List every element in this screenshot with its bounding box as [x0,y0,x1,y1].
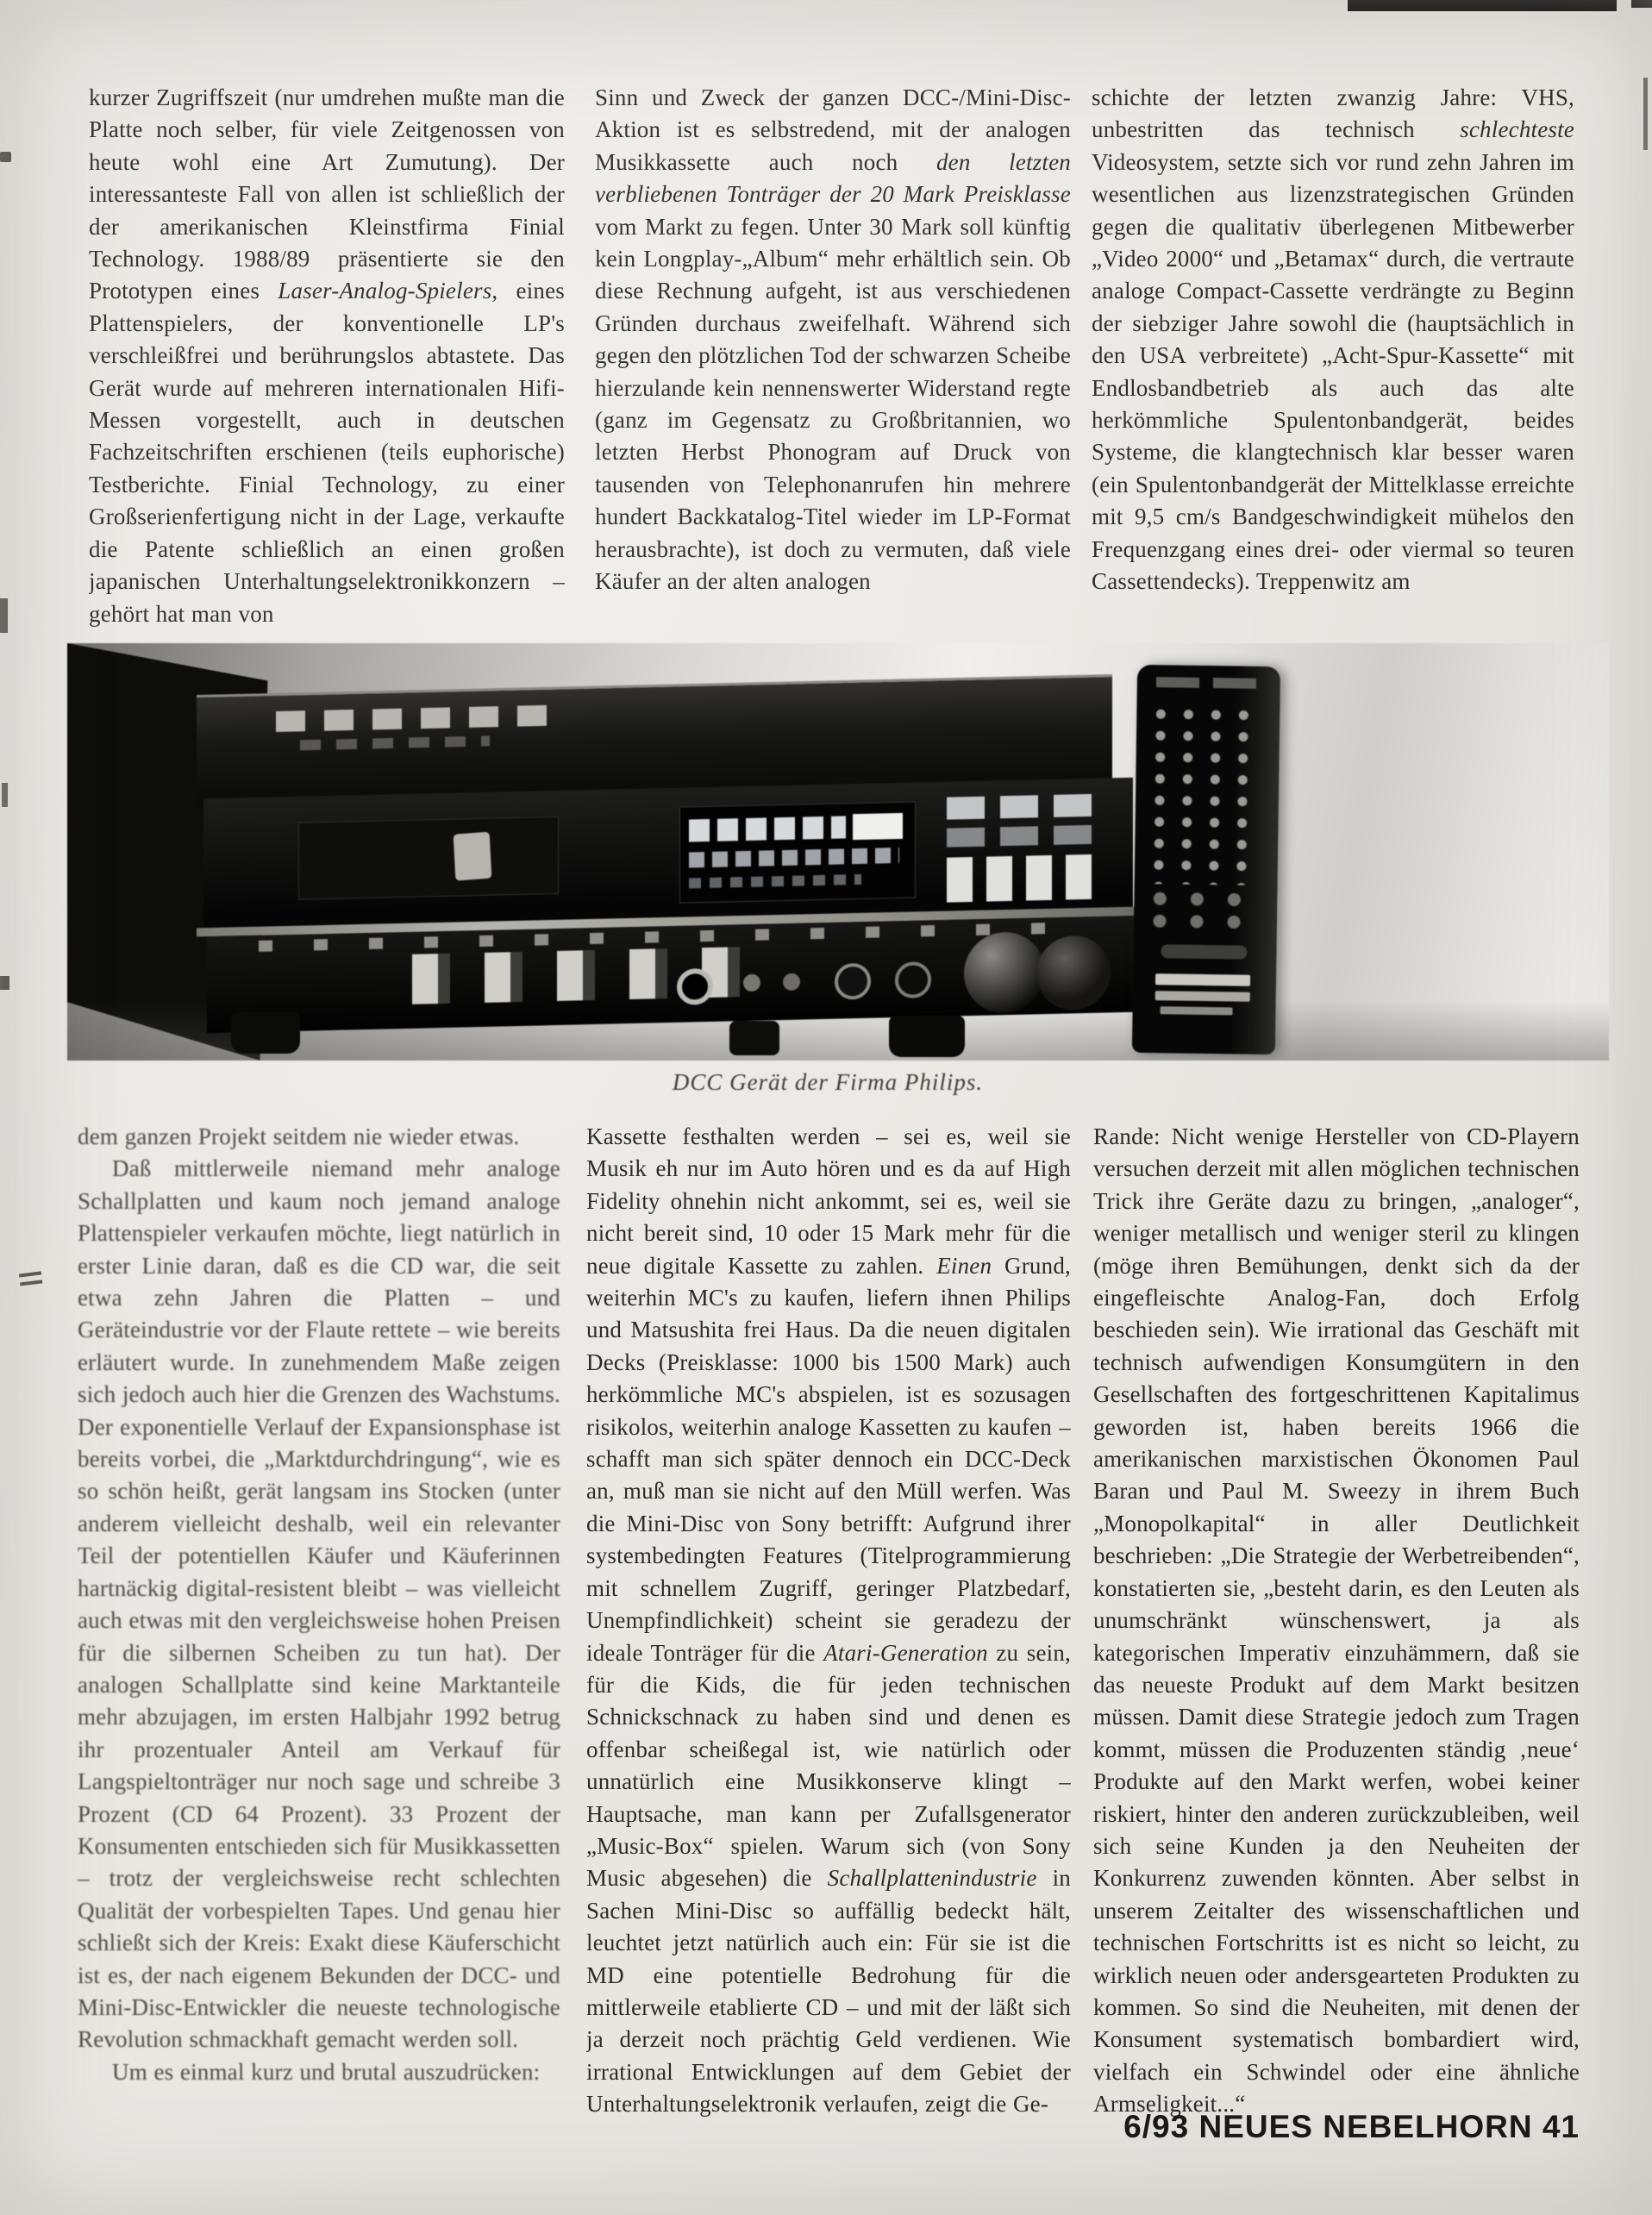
headphone-jack [677,968,713,1005]
remote-button-grid [1150,708,1265,885]
deck-foot [231,1012,300,1054]
remote-label-bar [1155,973,1250,986]
remote-label-bar [1155,991,1250,1002]
remote-control [1132,665,1280,1054]
deck-display [679,801,916,903]
article-column-bottom-right: Rande: Nicht wenige Hersteller von CD-Playern versuchen derzeit mit allen möglichen technischen Trick ihre Geräte dazu zu bringen, „analoger“, weniger metallisch und weniger steril zu klingen (möge ihren Bemühungen, denkt sich da der eingefleischte Analog-Fan, doch Erfolg beschieden sein). Wie irrational das Geschäft mit technisch aufwendigen Konsumgütern in den Gesellschaften des fortgeschrittenen Kapitalimus geworden ist, haben bereits 1966 die amerikanischen marxistischen Ökonomen Paul Baran und Paul M. Sweezy in ihrem Buch „Monopolkapital“ in aller Deutlichkeit beschrieben: „Die Strategie der Werbetreibenden“, konstatierten sie, „besteht darin, es den Leuten als unumschränkt wünschenswert, ja als kategorischen Imperativ einzuhämmern, daß sie das neueste Produkt auf dem Markt besitzen müssen. Damit diese Strategie jedoch zum Tragen kommt, müssen die Produzenten ständig ‚neue‘ Produkte auf den Markt werfen, wobei keiner riskiert, hinter den anderen zurückzubleiben, weil sich seine Kunden ja den Neuheiten der Konkurrenz zuwenden könnten. Aber selbst in unserem Zeitalter des wissenschaftlichen und technischen Fortschritts ist es nicht so leicht, zu wirklich neuen oder andersgearteten Produkten zu kommen. So sind die Neuheiten, mit denen der Konsument systematisch bombardiert wird, vielfach ein Schwindel oder eine ähnliche Armseligkeit...“ [1093,1123,1580,2118]
deck-medium-knob [895,961,931,998]
scan-artifact-pen-mark [19,1271,41,1277]
deck-foot [729,1021,779,1055]
deck-foot [889,1016,965,1057]
deck-front-panel [203,778,1133,929]
remote-label-bar [1160,1006,1232,1015]
scan-artifact-left-speck [2,783,8,807]
scan-artifact-left-speck [0,976,9,990]
deck-buttons-row [947,825,1102,848]
remote-top-slots [1156,677,1258,689]
article-column-top-right: schichte der letzten zwanzig Jahre: VHS, unbestritten das technisch schlechteste Videosystem, setzte sich vor rund zehn Jahren im wesentlichen aus lizenzstrategischen Gründen gegen die qualitativ überlegenen Mitbewerber „Video 2000“ und „Betamax“ durch, die vertraute analoge Compact-Cassette verdrängte zu Beginn der siebziger Jahre sowohl die (hauptsächlich in den USA verbreitete) „Acht-Spur-Kassette“ mit Endlosbandbetrieb als auch das alte herkömmliche Spulentonbandgerät, beides Systeme, die klangtechnisch klar besser waren (ein Spulentonbandgerät der Mittelklasse erreichte mit 9,5 cm/s Bandgeschwindigkeit mühelos den Frequenzgang eines drei- oder viermal so teuren Cassettendecks). Treppenwitz am [1092,84,1574,595]
display-segments-row [689,874,861,889]
article-column-bottom-left: dem ganzen Projekt seitdem nie wieder etwas. Daß mittlerweile niemand mehr analoge Schallplatten und kaum noch jemand analoge Plattenspieler verkaufen möchte, liegt natürlich in erster Linie daran, daß es die CD war, die seit etwa zehn Jahren die Platten – und Geräteindustrie vor der Flaute rettete – wie bereits erläutert wurde. In zunehmendem Maße zeigen sich jedoch auch hier die Grenzen des Wachstums. Der exponentielle Verlauf der Expansionsphase ist bereits vorbei, die „Marktdurchdringung“, wie es so schön heißt, gerät langsam ins Stocken (unter anderem vielleicht deshalb, weil ein relevanter Teil der potentiellen Käufer und Käuferinnen hartnäckig digital-resistent bleibt – was vielleicht auch etwas mit den vergleichsweise hohen Preisen für die silbernen Scheiben zu tun hat). Der analogen Schallplatte sind keine Marktanteile mehr abzujagen, im ersten Halbjahr 1992 betrug ihr prozentualer Anteil am Verkauf für Langspieltonträger nur noch sage und schreibe 3 Prozent (CD 64 Prozent). 33 Prozent der Konsumenten entschieden sich für Musikkassetten – trotz der vergleichsweise recht schlechten Qualität der vorbespielten Tapes. Und genau hier schließt sich der Kreis: Exakt diese Käuferschicht ist es, der nach eigenem Bekunden der DCC- und Mini-Disc-Entwickler die neueste technologische Revolution schmackhaft gemacht werden soll. Um es einmal kurz und brutal auszudrücken: [78,1123,560,2085]
deck-buttons-row [947,794,1102,820]
deck-lid-button-labels [276,704,560,731]
deck-button-block [947,793,1111,904]
display-segments-row [689,848,899,868]
scan-artifact-right-tick [1643,78,1648,150]
scan-artifact-left-speck [0,598,8,633]
cassette-door [298,817,559,900]
deck-level-knob [964,931,1045,1014]
article-column-bottom-middle: Kassette festhalten werden – sei es, weil sie Musik eh nur im Auto hören und es da auf High Fidelity ohnehin nicht ankommt, sei es, weil sie nicht bereit sind, 10 oder 15 Mark mehr für die neue digitale Kassette zu zahlen. Einen Grund, weiterhin MC's zu kaufen, liefern ihnen Philips und Matsushita frei Haus. Da die neuen digitalen Decks (Preisklasse: 1000 bis 1500 Mark) auch herkömmliche MC's abspielen, ist es sozusagen risikolos, weiterhin analoge Kassetten zu kaufen – schafft man sich später dennoch ein DCC-Deck an, muß man sie nicht auf den Müll werfen. Was die Mini-Disc von Sony betrifft: Aufgrund ihrer systembedingten Features (Titelprogrammierung mit schnellem Zugriff, geringer Platzbedarf, Unempfindlichkeit) scheint sie geradezu der ideale Tonträger für die Atari-Generation zu sein, für die Kids, die für jeden technischen Schnickschnack zu haben sind und denen es offenbar scheißegal ist, wie natürlich oder unnatürlich eine Musikkonserve klingt – Hauptsache, man kann per Zufallsgenerator „Music-Box“ spielen. Warum sich (von Sony Music abgesehen) die Schallplattenindustrie in Sachen Mini-Disc so auffällig bedeckt hält, leuchtet jetzt natürlich auch ein: Für sie ist die MD eine potentielle Bedrohung für die mittlerweile etablierte CD – und mit der läßt sich ja derzeit noch prächtig Geld verdienen. Wie irrational Entwicklungen auf dem Gebiet der Unterhaltungselektronik verlaufen, zeigt die Ge- [586,1123,1071,2118]
deck-small-knob [783,973,800,991]
scan-artifact-top-right-bar [1348,0,1617,11]
deck-medium-knob [835,963,871,1000]
display-segments-row [689,816,846,842]
article-column-top-middle: Sinn und Zweck der ganzen DCC-/Mini-Disc-Aktion ist es selbstredend, mit der analogen Musikkassette auch noch den letzten verbliebenen Tonträger der 20 Mark Preisklasse vom Markt zu fegen. Unter 30 Mark soll künftig kein Longplay-„Album“ mehr erhältlich sein. Ob diese Rechnung aufgeht, ist aus verschiedenen Gründen durchaus zweifelhaft. Während sich gegen den plötzlichen Tod der schwarzen Scheibe hierzulande kein nennenswerter Widerstand regte (ganz im Gegensatz zu Großbritannien, wo letzten Herbst Phonogram auf Druck von tausenden von Telephonanrufen hin mehrere hundert Backkatalog-Titel wieder im LP-Format herausbrachte), ist doch zu vermuten, daß viele Käufer an der alten analogen [595,84,1071,595]
dcc-deck-photo [67,643,1609,1061]
deck-transport-keys [947,854,1105,902]
photo-caption: DCC Gerät der Firma Philips. [672,1069,984,1095]
scan-artifact-corner-mark [1631,0,1652,8]
display-counter-segment [853,813,903,840]
deck-level-knob-secondary [1036,935,1111,1011]
remote-button-grid-secondary [1149,891,1262,937]
article-column-top-left: kurzer Zugriffszeit (nur umdrehen mußte man die Platte noch selber, für viele Zeitgenossen von heute wohl eine Art Zumutung). Der interessanteste Fall von allen ist schließlich der der amerikanischen Kleinstfirma Finial Technology. 1988/89 präsentierte sie den Prototypen eines Laser-Analog-Spielers, eines Plattenspielers, der konventionelle LP's verschleißfrei und berührungslos abtastete. Das Gerät wurde auf mehreren internationalen Hifi-Messen vorgestellt, auch in deutschen Fachzeitschriften erschienen (teils euphorische) Testberichte. Finial Technology, zu einer Großserienfertigung nicht in der Lage, verkaufte die Patente schließlich an einen großen japanischen Unterhaltungselektronikkonzern – gehört hat man von [89,84,565,627]
scan-artifact-left-speck [0,152,11,162]
cassette-door-reflection [454,832,492,881]
remote-wide-button [1161,944,1247,959]
page-footer: 6/93 NEUES NEBELHORN 41 [1123,2109,1580,2144]
deck-lid-button-labels-secondary [300,735,490,750]
